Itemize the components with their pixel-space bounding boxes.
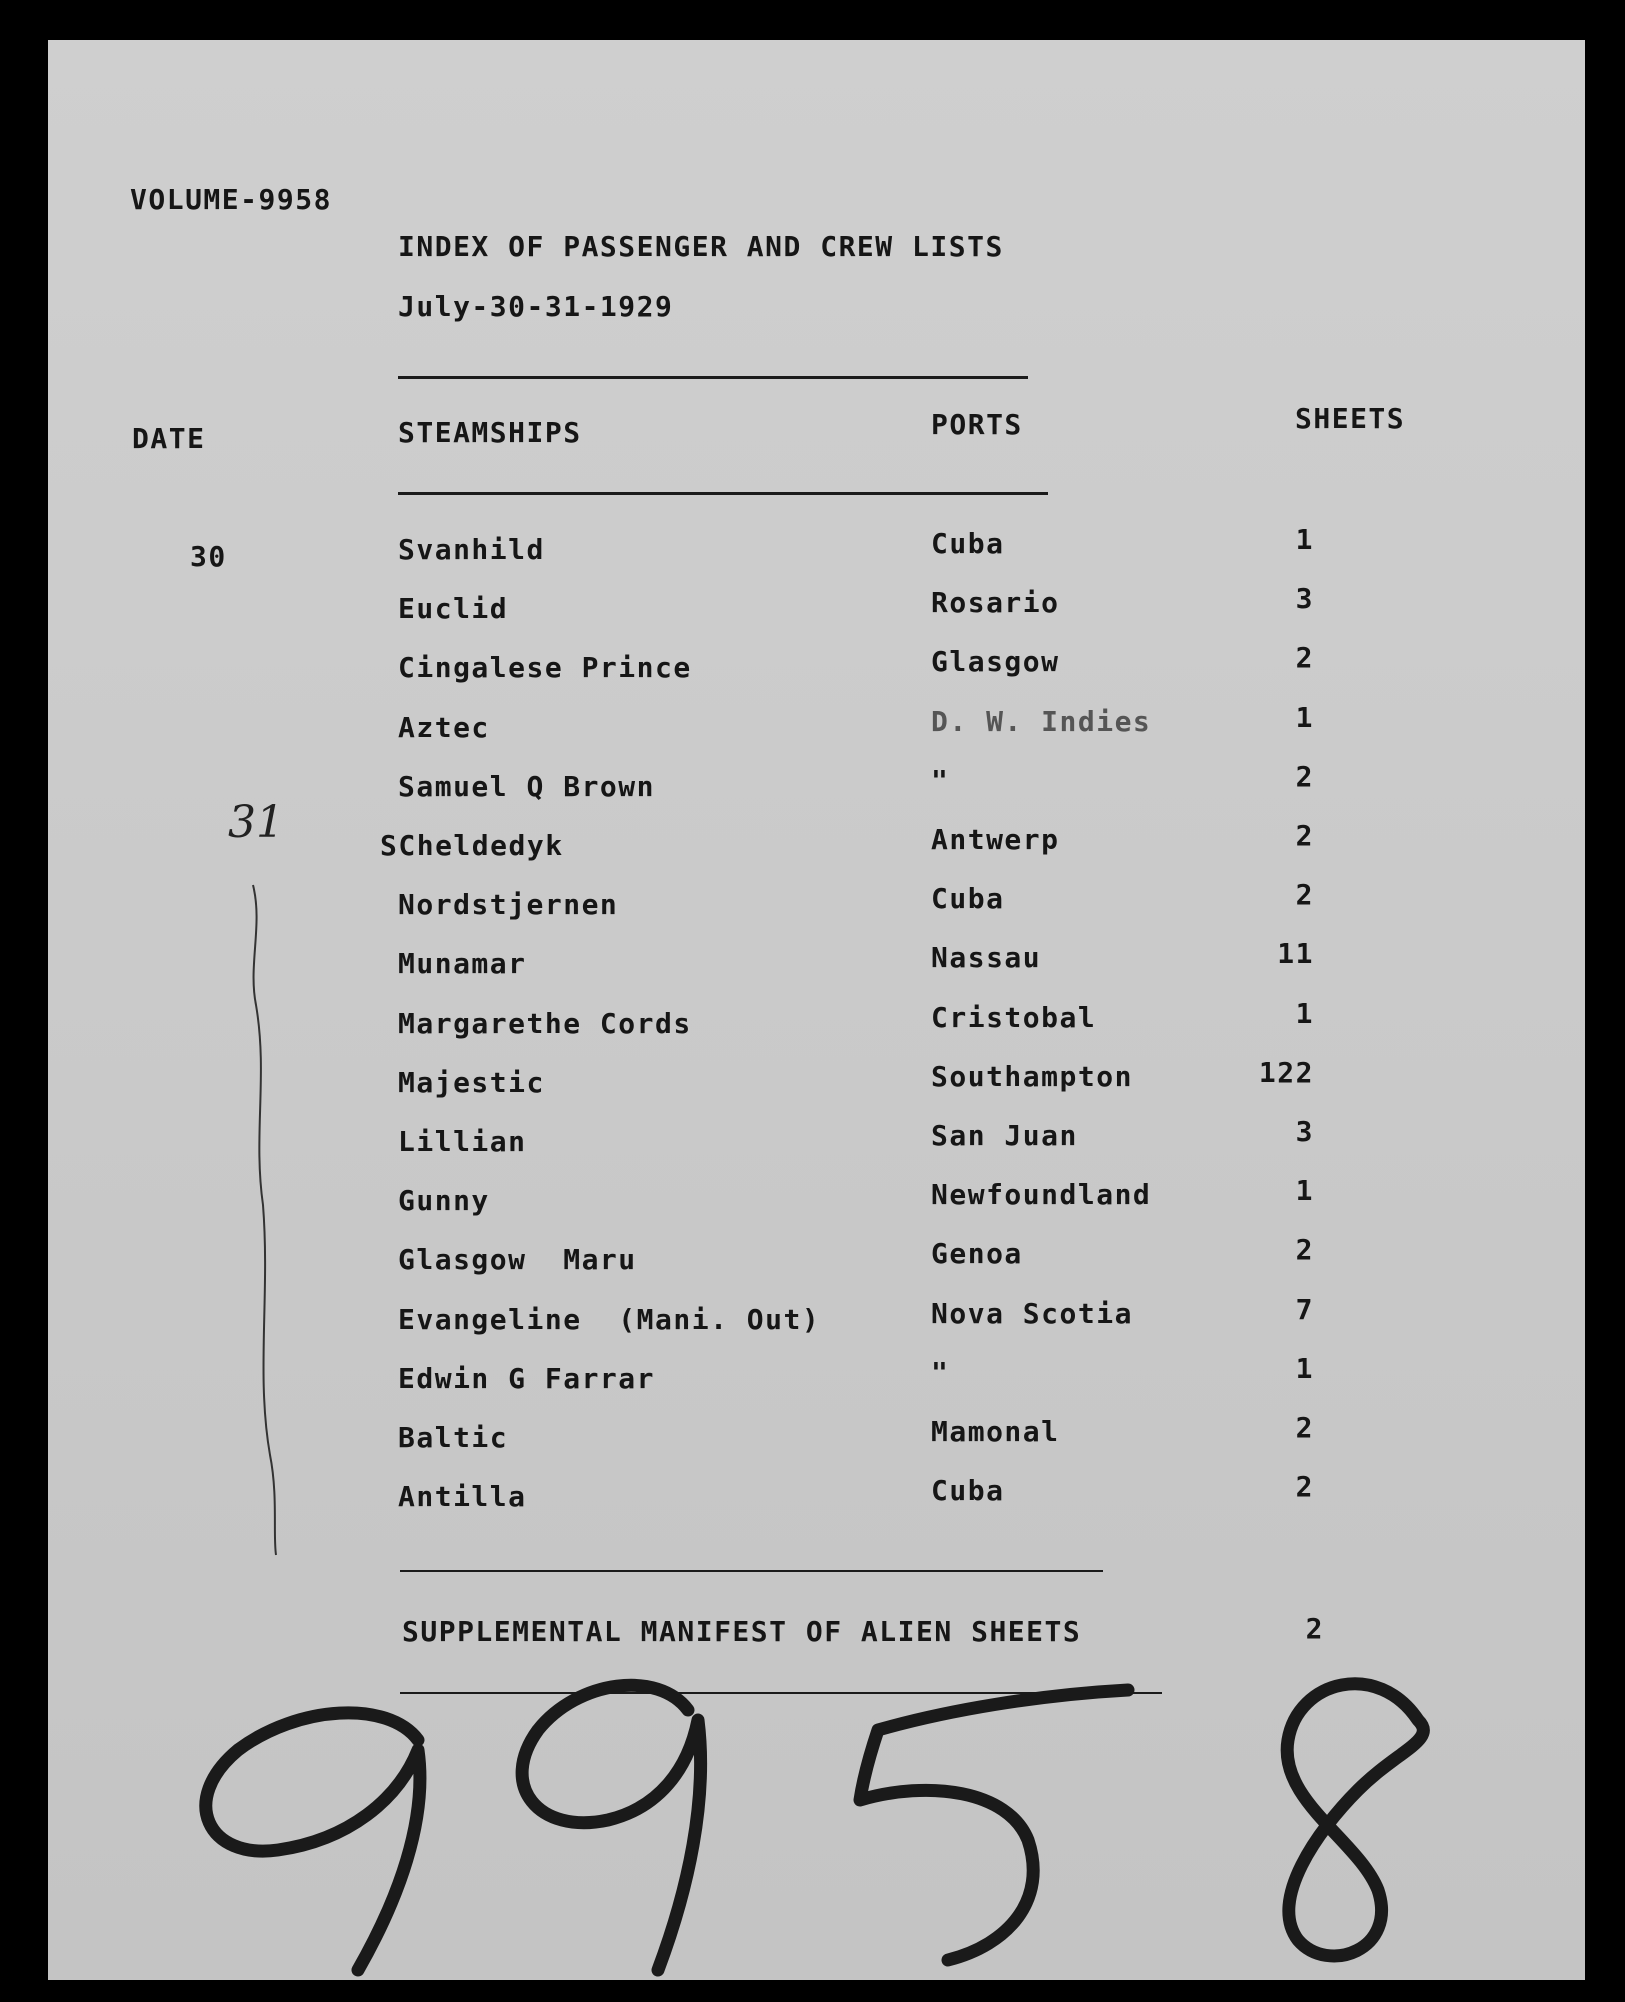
port-name: " [931, 764, 950, 797]
port-name: Glasgow [931, 645, 1060, 678]
sheet-count: 2 [1295, 878, 1314, 911]
sheet-count: 1 [1295, 997, 1314, 1030]
sheet-count: 2 [1295, 819, 1314, 852]
date-30: 30 [190, 540, 227, 573]
sheet-count: 1 [1295, 1174, 1314, 1207]
steamship-name: Aztec [398, 711, 490, 744]
header-ports: PORTS [931, 408, 1023, 441]
sheet-count: 2 [1295, 1470, 1314, 1503]
header-date: DATE [132, 422, 206, 455]
sheet-count: 11 [1277, 937, 1314, 970]
header-steamships: STEAMSHIPS [398, 416, 582, 449]
port-name: Nova Scotia [931, 1297, 1133, 1330]
steamship-name: Margarethe Cords [398, 1007, 692, 1040]
port-name: Rosario [931, 586, 1060, 619]
port-name: San Juan [931, 1119, 1078, 1152]
sheet-count: 2 [1295, 1233, 1314, 1266]
steamship-name: Edwin G Farrar [398, 1362, 656, 1395]
document-title: INDEX OF PASSENGER AND CREW LISTS [398, 230, 1004, 263]
steamship-name: Antilla [398, 1480, 527, 1513]
steamship-name: Evangeline (Mani. Out) [398, 1303, 821, 1336]
sheet-count: 7 [1295, 1293, 1314, 1326]
sheet-count: 2 [1295, 1411, 1314, 1444]
port-name: Cristobal [931, 1001, 1097, 1034]
steamship-name: SCheldedyk [380, 829, 564, 862]
document-page [48, 40, 1585, 1980]
sheet-count: 2 [1295, 760, 1314, 793]
steamship-name: Samuel Q Brown [398, 770, 656, 803]
port-name: Cuba [931, 527, 1005, 560]
supplemental-sheets: 2 [1305, 1612, 1324, 1645]
steamship-name: Nordstjernen [398, 888, 619, 921]
steamship-name: Gunny [398, 1184, 490, 1217]
steamship-name: Euclid [398, 592, 509, 625]
steamship-name: Munamar [398, 947, 527, 980]
port-name: Nassau [931, 941, 1042, 974]
port-name: Cuba [931, 1474, 1005, 1507]
handwritten-date-31-label: 31 [228, 797, 284, 848]
sheet-count: 1 [1295, 701, 1314, 734]
date-range: July-30-31-1929 [398, 290, 674, 323]
handwritten-volume-drawing [48, 40, 1585, 1980]
sheet-count: 3 [1295, 1115, 1314, 1148]
supplemental-label: SUPPLEMENTAL MANIFEST OF ALIEN SHEETS [402, 1615, 1082, 1648]
sheet-count: 2 [1295, 641, 1314, 674]
sheet-count: 1 [1295, 1352, 1314, 1385]
header-sheets: SHEETS [1295, 402, 1406, 435]
port-name: Genoa [931, 1237, 1023, 1270]
port-name: " [931, 1356, 950, 1389]
port-name: Antwerp [931, 823, 1060, 856]
steamship-name: Svanhild [398, 533, 545, 566]
port-name: Cuba [931, 882, 1005, 915]
port-name: Mamonal [931, 1415, 1060, 1448]
steamship-name: Glasgow Maru [398, 1243, 637, 1276]
steamship-name: Lillian [398, 1125, 527, 1158]
steamship-name: Majestic [398, 1066, 545, 1099]
port-name: D. W. Indies [931, 705, 1152, 738]
sheet-count: 1 [1295, 523, 1314, 556]
volume-label: VOLUME-9958 [130, 183, 332, 216]
port-name: Newfoundland [931, 1178, 1152, 1211]
sheet-count: 122 [1258, 1056, 1314, 1089]
sheet-count: 3 [1295, 582, 1314, 615]
steamship-name: Baltic [398, 1421, 509, 1454]
port-name: Southampton [931, 1060, 1133, 1093]
steamship-name: Cingalese Prince [398, 651, 692, 684]
